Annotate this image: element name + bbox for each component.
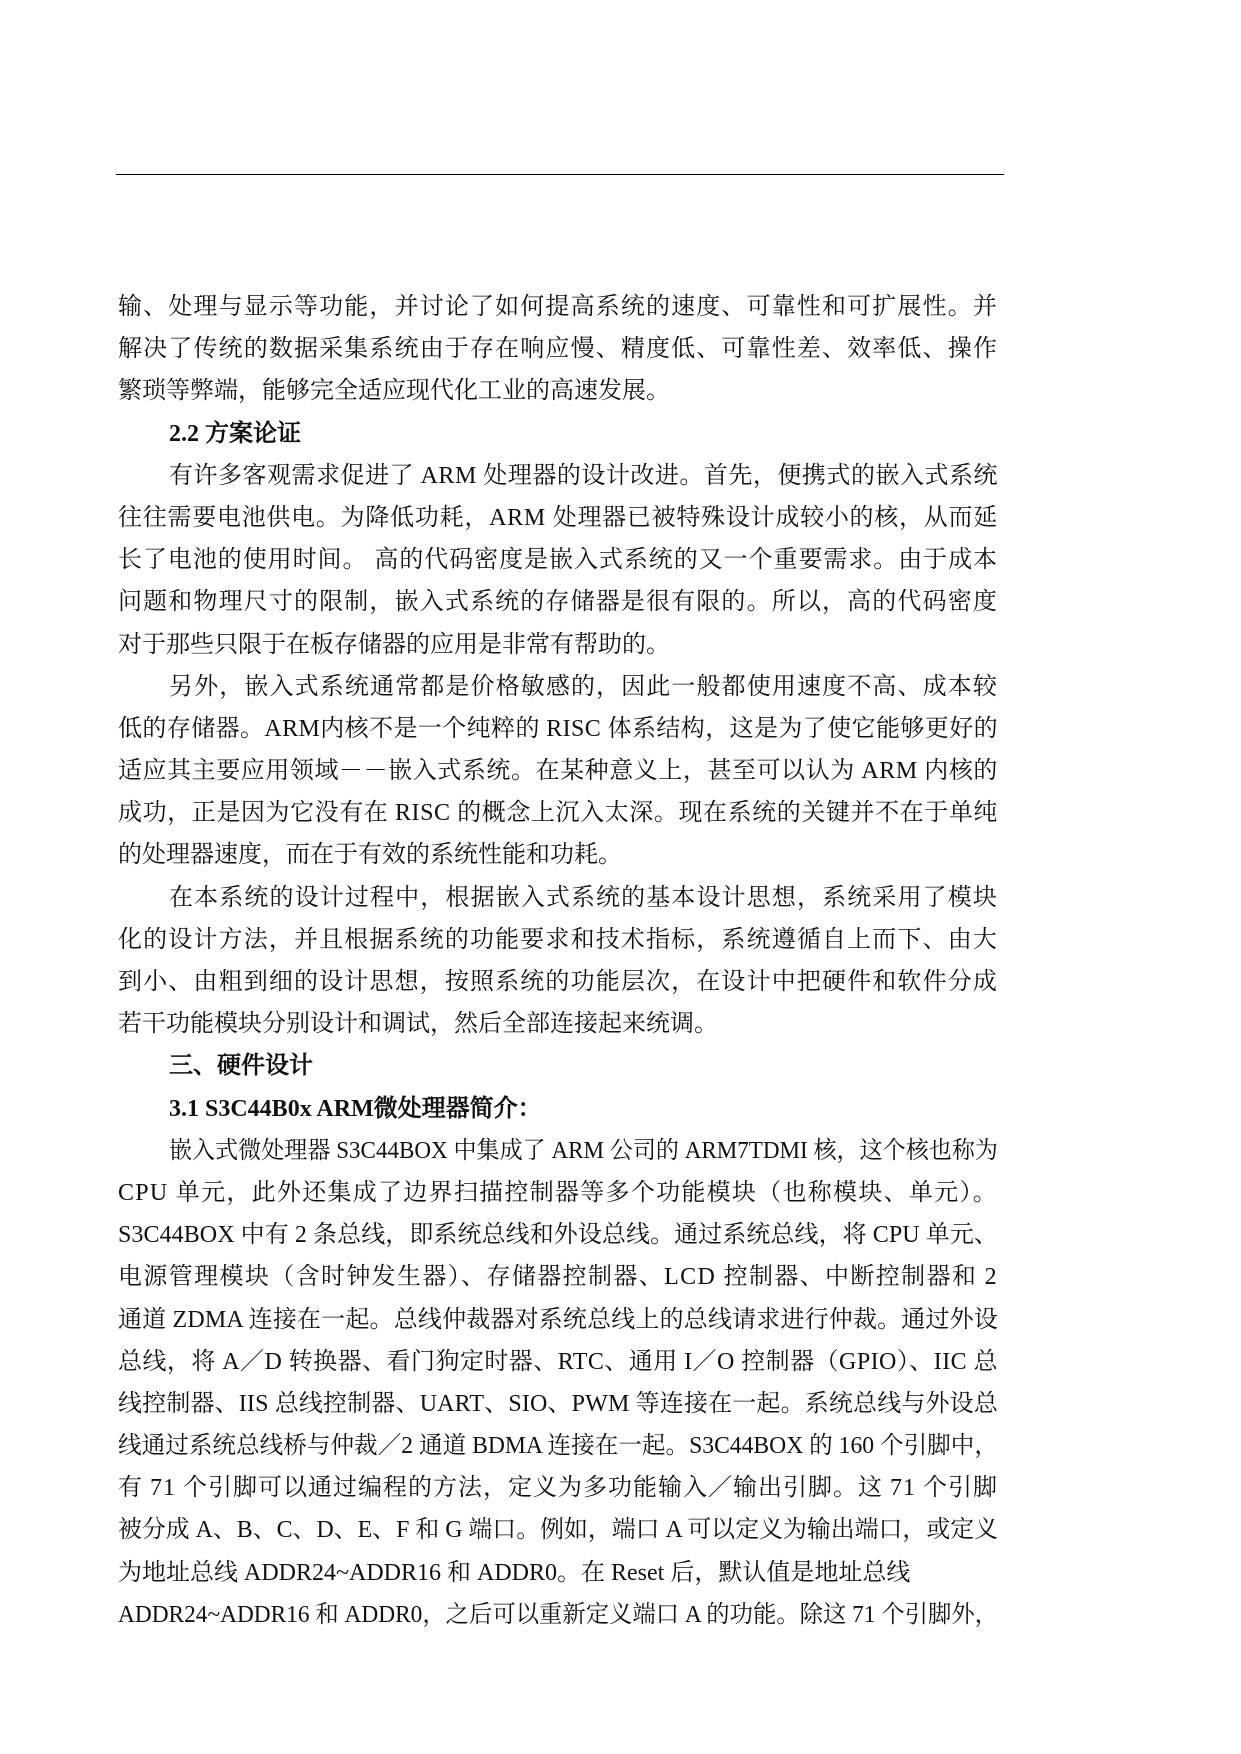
paragraph — [118, 286, 999, 413]
text-line — [118, 750, 999, 792]
text-line — [118, 1383, 999, 1425]
heading-text: 3.1 S3C44B0x ARM微处理器简介： — [169, 1095, 542, 1122]
line-text: S3C44BOX 中有 2 条总线，即系统总线和外设总线。通过系统总线，将 CPU 单元、 — [118, 1222, 998, 1249]
line-text: ADDR24~ADDR16 和 ADDR0，之后可以重新定义端口 A 的功能。除这 71 个引脚外， — [118, 1601, 998, 1628]
paragraph — [118, 455, 999, 666]
text-line — [118, 1130, 999, 1172]
header-rule — [116, 174, 1004, 175]
text-line — [118, 624, 999, 666]
line-text: 低的存储器。ARM内核不是一个纯粹的 RISC 体系结构，这是为了使它能够更好的 — [118, 715, 998, 742]
section-heading-2-2 — [118, 413, 999, 455]
line-text: 若干功能模块分别设计和调试，然后全部连接起来统调。 — [118, 1011, 718, 1038]
text-line — [118, 328, 999, 370]
paragraph — [118, 1130, 999, 1636]
line-text: 问题和物理尺寸的限制，嵌入式系统的存储器是很有限的。所以，高的代码密度 — [118, 589, 998, 616]
line-text: 输、处理与显示等功能，并讨论了如何提高系统的速度、可靠性和可扩展性。并 — [118, 294, 998, 320]
text-line — [118, 1552, 999, 1594]
text-line — [118, 708, 999, 750]
line-text: 通道 ZDMA 连接在一起。总线仲裁器对系统总线上的总线请求进行仲裁。通过外设 — [118, 1306, 998, 1333]
text-line — [118, 1467, 999, 1509]
text-line — [118, 1172, 999, 1214]
line-text: 解决了传统的数据采集系统由于存在响应慢、精度低、可靠性差、效率低、操作 — [118, 336, 998, 363]
line-text: 长了电池的使用时间。 高的代码密度是嵌入式系统的又一个重要需求。由于成本 — [118, 547, 998, 574]
text-line — [118, 1003, 999, 1045]
line-text: 线通过系统总线桥与仲裁／2 通道 BDMA 连接在一起。S3C44BOX 的 160 个引脚中， — [118, 1433, 998, 1460]
line-text: 被分成 A、B、C、D、E、F 和 G 端口。例如，端口 A 可以定义为输出端口，或定义 — [118, 1517, 998, 1544]
line-text: 总线，将 A／D 转换器、看门狗定时器、RTC、通用 I／O 控制器（GPIO）、IIC 总 — [118, 1348, 998, 1375]
body-text — [118, 286, 999, 1636]
line-text: CPU 单元，此外还集成了边界扫描控制器等多个功能模块（也称模块、单元）。 — [118, 1179, 998, 1206]
paragraph — [118, 877, 999, 1046]
line-text: 适应其主要应用领域－－嵌入式系统。在某种意义上，甚至可以认为 ARM 内核的 — [118, 758, 998, 785]
text-line — [118, 455, 999, 497]
line-text: 的处理器速度，而在于有效的系统性能和功耗。 — [118, 842, 622, 869]
heading-text: 2.2 方案论证 — [169, 420, 301, 447]
line-text: 有 71 个引脚可以通过编程的方法，定义为多功能输入／输出引脚。这 71 个引脚 — [118, 1475, 998, 1502]
text-line — [118, 1214, 999, 1256]
text-line — [118, 877, 999, 919]
text-line — [118, 961, 999, 1003]
heading-text: 三、硬件设计 — [169, 1053, 313, 1080]
line-text: 到小、由粗到细的设计思想，按照系统的功能层次，在设计中把硬件和软件分成 — [118, 969, 998, 995]
text-line — [118, 792, 999, 834]
text-line — [118, 666, 999, 708]
text-line — [118, 581, 999, 623]
line-text: 另外，嵌入式系统通常都是价格敏感的，因此一般都使用速度不高、成本较 — [169, 673, 998, 700]
text-line — [118, 286, 999, 328]
text-line — [118, 1256, 999, 1298]
line-text: 电源管理模块（含时钟发生器）、存储器控制器、LCD 控制器、中断控制器和 2 — [118, 1264, 998, 1291]
text-line — [118, 1425, 999, 1467]
line-text: 为地址总线 ADDR24~ADDR16 和 ADDR0。在 Reset 后，默认值是地址总线 — [118, 1559, 911, 1586]
line-text: 有许多客观需求促进了 ARM 处理器的设计改进。首先，便携式的嵌入式系统 — [169, 462, 998, 489]
text-line — [118, 539, 999, 581]
text-line — [118, 1509, 999, 1551]
line-text: 嵌入式微处理器 S3C44BOX 中集成了 ARM 公司的 ARM7TDMI 核，这个核也称为 — [169, 1137, 998, 1164]
line-text: 对于那些只限于在板存储器的应用是非常有帮助的。 — [118, 631, 670, 658]
text-line — [118, 1594, 999, 1636]
line-text: 成功，正是因为它没有在 RISC 的概念上沉入太深。现在系统的关键并不在于单纯 — [118, 800, 998, 827]
text-line — [118, 370, 999, 412]
paragraph — [118, 666, 999, 877]
line-text: 在本系统的设计过程中，根据嵌入式系统的基本设计思想，系统采用了模块 — [169, 884, 998, 911]
line-text: 繁琐等弊端，能够完全适应现代化工业的高速发展。 — [118, 378, 670, 405]
line-text: 线控制器、IIS 总线控制器、UART、SIO、PWM 等连接在一起。系统总线与外设总 — [118, 1390, 998, 1417]
line-text: 往往需要电池供电。为降低功耗，ARM 处理器已被特殊设计成较小的核，从而延 — [118, 504, 998, 531]
text-line — [118, 1341, 999, 1383]
text-line — [118, 919, 999, 961]
section-heading-3-1 — [118, 1088, 999, 1130]
text-line — [118, 1299, 999, 1341]
text-line — [118, 497, 999, 539]
chapter-heading-3 — [118, 1045, 999, 1087]
text-line — [118, 834, 999, 876]
line-text: 化的设计方法，并且根据系统的功能要求和技术指标，系统遵循自上而下、由大 — [118, 926, 998, 953]
